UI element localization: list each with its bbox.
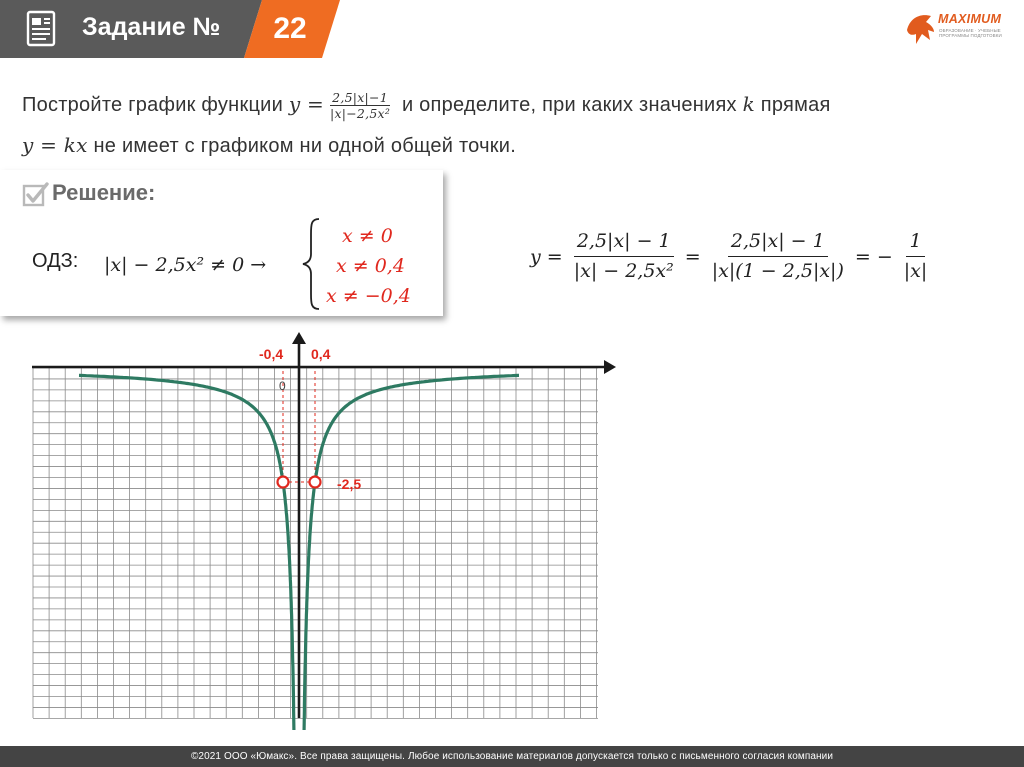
fraction-factored bbox=[709, 228, 847, 285]
header bbox=[0, 0, 1024, 66]
logo-subtitle: ОБРАЗОВАНИЕ · УЧЕБНЫЕ ПРОГРАММЫ ПОДГОТОВКИ bbox=[939, 28, 1002, 38]
task-number: 22 bbox=[273, 12, 307, 45]
maximum-logo bbox=[904, 8, 1016, 52]
fraction-factored-num: 2,5|x| − 1 bbox=[728, 228, 828, 257]
fraction-result-den: |x| bbox=[903, 260, 928, 282]
condition-2: x ≠ 0,4 bbox=[336, 255, 405, 277]
equals-sign: = bbox=[684, 245, 701, 268]
y-axis-arrow-icon bbox=[292, 332, 306, 344]
problem-text-3: прямая bbox=[760, 94, 831, 116]
label-neg-0-4: -0,4 bbox=[259, 346, 284, 362]
problem-line-1 bbox=[22, 84, 1002, 125]
line-equation: y = kx bbox=[22, 133, 88, 157]
task-title: Задание № bbox=[82, 13, 221, 41]
problem-statement bbox=[22, 84, 1002, 166]
problem-text-2: и определите, при каких значениях bbox=[401, 94, 737, 116]
document-icon bbox=[22, 9, 62, 49]
odz-expression: |x| − 2,5x² ≠ 0 → bbox=[104, 254, 267, 276]
fraction-result bbox=[901, 228, 931, 285]
logo-mark-icon bbox=[904, 10, 938, 50]
problem-text-4: не имеет с графиком ни одной общей точки. bbox=[93, 135, 517, 157]
logo-brand: MAXIMUM bbox=[938, 12, 1002, 26]
problem-text-1: Постройте график функции bbox=[22, 94, 283, 116]
label-y-minus-2-5: -2,5 bbox=[337, 476, 362, 492]
simplify-lhs: y = bbox=[530, 245, 563, 268]
parameter-k: k bbox=[742, 92, 755, 116]
curve-right bbox=[304, 375, 519, 730]
fraction-result-num: 1 bbox=[906, 228, 924, 257]
fraction-original-den: |x| − 2,5x² bbox=[573, 260, 674, 282]
function-denominator: |x|−2,5x² bbox=[329, 106, 391, 122]
excluded-point-neg bbox=[278, 477, 289, 488]
fraction-factored-den: |x|(1 − 2,5|x|) bbox=[711, 260, 844, 282]
function-numerator: 2,5|x|−1 bbox=[332, 90, 388, 106]
label-pos-0-4: 0,4 bbox=[311, 346, 331, 362]
fraction-original-num: 2,5|x| − 1 bbox=[574, 228, 674, 257]
footer-copyright: ©2021 ООО «Юмакс». Все права защищены. Любое использование материалов допускается только с письменного согласия компании bbox=[0, 746, 1024, 767]
fraction-original bbox=[571, 228, 677, 285]
condition-3: x ≠ −0,4 bbox=[326, 285, 411, 307]
curve-left bbox=[79, 375, 294, 730]
system-brace bbox=[300, 216, 322, 312]
solution-title: Решение: bbox=[52, 180, 156, 205]
condition-1: x ≠ 0 bbox=[342, 225, 393, 247]
label-origin: 0 bbox=[279, 379, 286, 393]
simplification-equation bbox=[530, 228, 930, 285]
odz-label: ОДЗ: bbox=[32, 250, 79, 272]
x-axis-arrow-icon bbox=[604, 360, 616, 374]
excluded-point-pos bbox=[310, 477, 321, 488]
equals-minus-sign: = − bbox=[854, 245, 893, 268]
function-graph bbox=[0, 330, 640, 730]
checkbox-check-icon bbox=[22, 181, 50, 209]
function-lhs: y = bbox=[288, 92, 324, 116]
problem-line-2 bbox=[22, 125, 1002, 166]
function-fraction bbox=[328, 90, 392, 121]
